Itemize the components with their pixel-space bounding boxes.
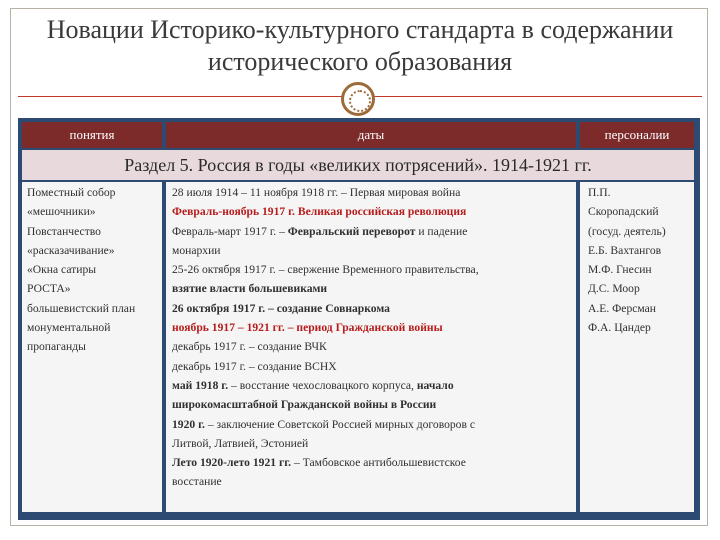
person-item: Скоропадский bbox=[588, 205, 659, 219]
date-line bbox=[172, 415, 572, 434]
date-text: восстание bbox=[172, 475, 222, 489]
date-line bbox=[172, 299, 572, 318]
person-item: (госуд. деятель) bbox=[588, 224, 666, 238]
date-text: декабрь 1917 г. – создание ВСНХ bbox=[172, 359, 337, 373]
date-text: май 1918 г. bbox=[172, 378, 229, 392]
title-divider-left bbox=[18, 96, 358, 97]
person-item: Е.Б. Вахтангов bbox=[588, 243, 662, 257]
date-text: начало bbox=[416, 378, 454, 392]
person-item: П.П. bbox=[588, 186, 611, 199]
date-text: Февральский переворот bbox=[287, 224, 416, 238]
date-text: Литвой, Латвией, Эстонией bbox=[172, 436, 309, 450]
concepts-column bbox=[22, 182, 162, 512]
ornament-icon bbox=[341, 82, 375, 116]
date-text: – восстание чехословацкого корпуса, bbox=[228, 378, 417, 392]
date-text: широкомасштабной Гражданской войны в России bbox=[172, 398, 437, 412]
concept-item: «расказачивание» bbox=[27, 243, 115, 257]
concept-item: монументальной bbox=[27, 321, 111, 335]
date-line bbox=[172, 357, 572, 376]
date-line bbox=[172, 453, 572, 472]
date-text: Февраль-ноябрь 1917 г. Великая российская революция bbox=[172, 205, 467, 219]
title-divider-right bbox=[374, 96, 702, 97]
concept-item: «Окна сатиры bbox=[27, 263, 97, 277]
concept-item: большевистский план bbox=[27, 301, 136, 315]
person-item: М.Ф. Гнесин bbox=[588, 263, 652, 277]
date-text: монархии bbox=[172, 243, 221, 257]
section-heading: Раздел 5. Россия в годы «великих потрясений». 1914-1921 гг. bbox=[22, 150, 694, 180]
date-line bbox=[172, 241, 572, 260]
date-line bbox=[172, 260, 572, 279]
date-text: 1920 г. bbox=[172, 417, 205, 431]
slide-title-line-2: исторического образования bbox=[207, 47, 513, 76]
person-item: А.Е. Ферсман bbox=[588, 301, 657, 315]
slide-title bbox=[20, 14, 700, 78]
date-line bbox=[172, 434, 572, 453]
date-line bbox=[172, 318, 572, 337]
date-line bbox=[172, 337, 572, 356]
concept-item: РОСТА» bbox=[27, 282, 71, 296]
dates-column bbox=[166, 182, 576, 512]
slide-title-line-1: Новации Историко-культурного стандарта в содержании bbox=[46, 15, 674, 44]
header-concepts: понятия bbox=[22, 122, 162, 148]
concept-item: пропаганды bbox=[27, 340, 86, 354]
date-text: ноябрь 1917 – 1921 гг. – период Гражданской войны bbox=[172, 321, 443, 335]
date-line bbox=[172, 395, 572, 414]
header-persons: персоналии bbox=[580, 122, 694, 148]
person-item: Ф.А. Цандер bbox=[588, 321, 651, 335]
concept-item: Повстанчество bbox=[27, 224, 101, 238]
date-text: – Тамбовское антибольшевистское bbox=[291, 456, 466, 470]
date-text: Лето 1920-лето 1921 гг. bbox=[172, 456, 292, 470]
date-line bbox=[172, 183, 572, 202]
date-line bbox=[172, 472, 572, 491]
persons-column bbox=[580, 182, 694, 512]
date-text: 28 июля 1914 – 11 ноября 1918 гг. – Первая мировая война bbox=[172, 186, 461, 199]
person-item: Д.С. Моор bbox=[588, 282, 640, 296]
date-line bbox=[172, 376, 572, 395]
date-text: 26 октября 1917 г. – создание Совнаркома bbox=[172, 301, 390, 315]
concept-item: Поместный собор bbox=[27, 186, 116, 199]
date-line bbox=[172, 279, 572, 298]
date-line bbox=[172, 202, 572, 221]
date-text: и падение bbox=[415, 224, 468, 238]
header-dates: даты bbox=[166, 122, 576, 148]
date-text: – заключение Советской Россией мирных договоров с bbox=[204, 417, 475, 431]
date-text: взятие власти большевиками bbox=[172, 282, 328, 296]
date-text: 25-26 октября 1917 г. – свержение Временного правительства, bbox=[172, 263, 479, 277]
date-text: Февраль-март 1917 г. – bbox=[172, 224, 288, 238]
date-text: декабрь 1917 г. – создание ВЧК bbox=[172, 340, 327, 354]
date-line bbox=[172, 222, 572, 241]
concept-item: «мешочники» bbox=[27, 205, 96, 219]
